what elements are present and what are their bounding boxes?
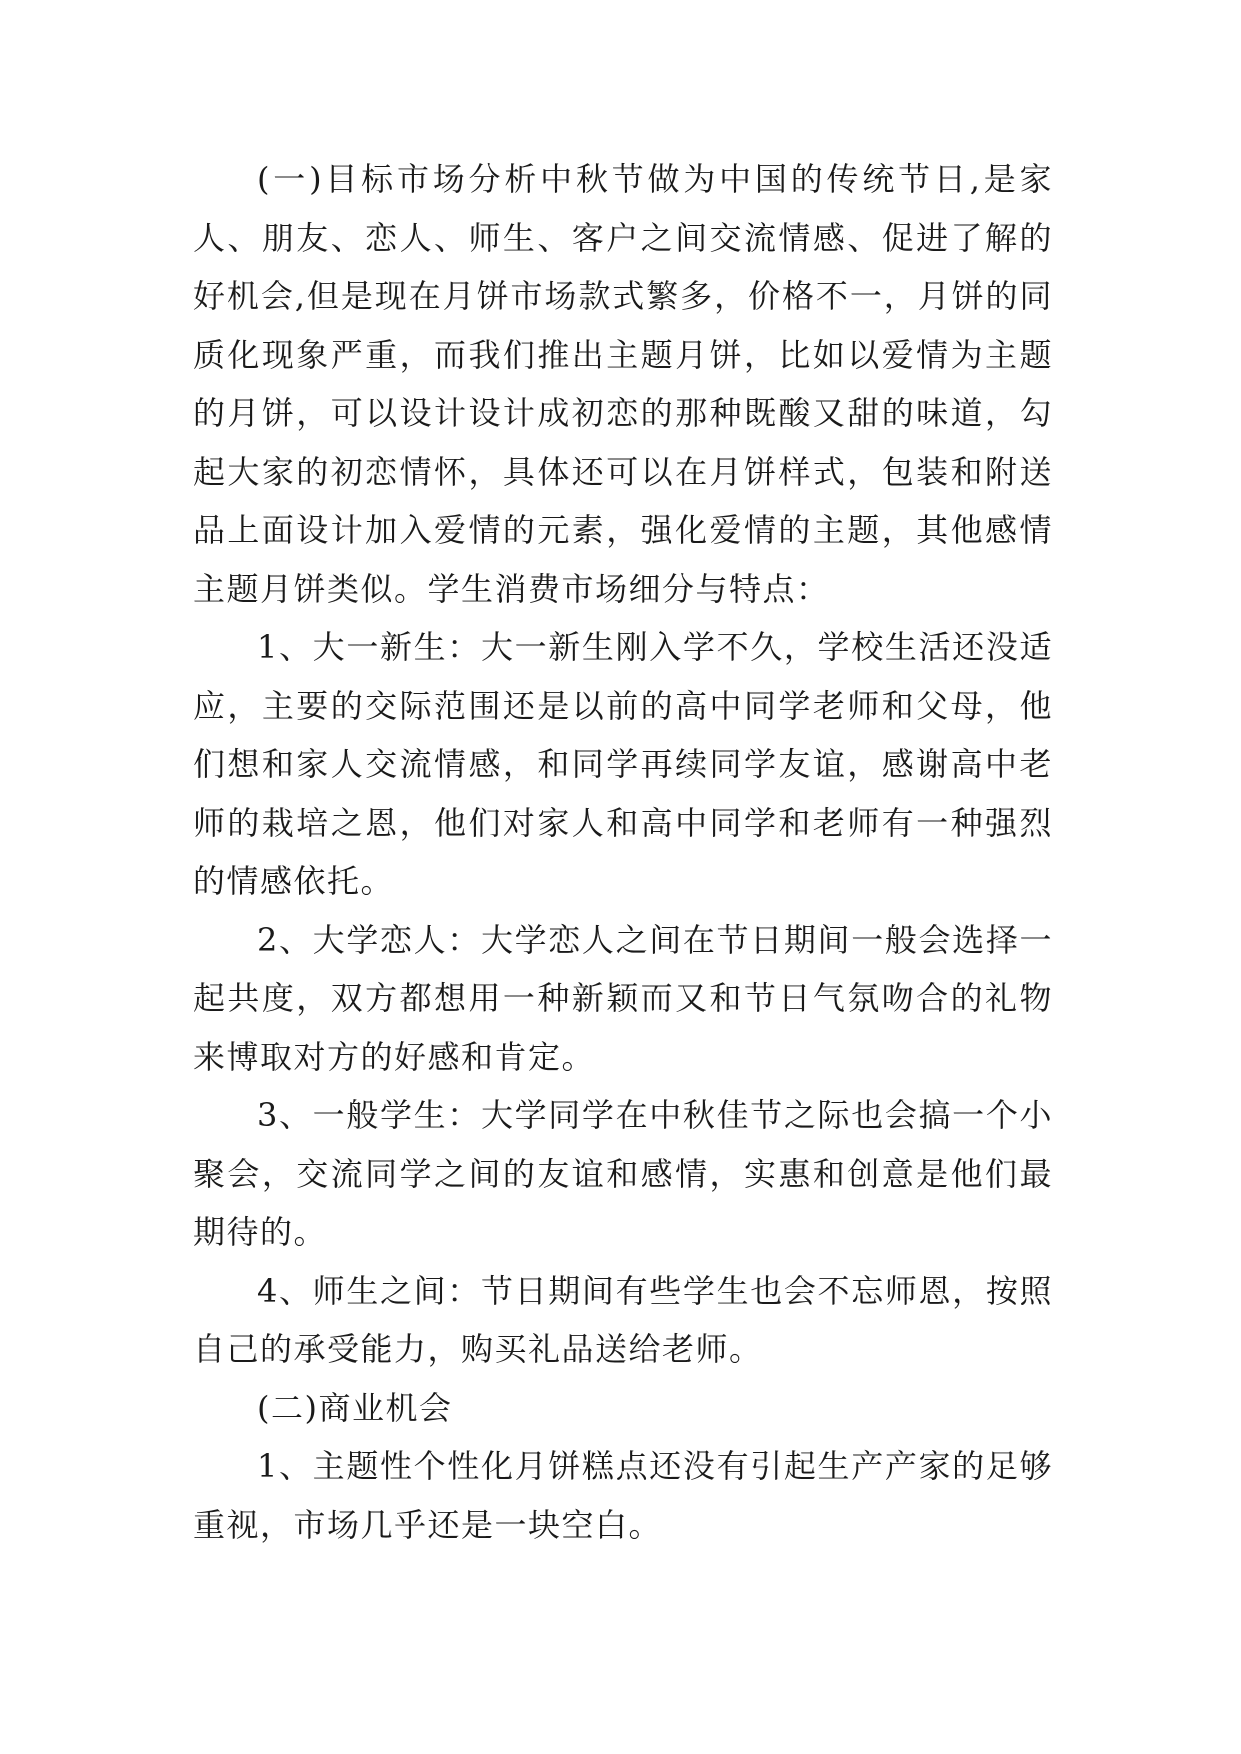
paragraph-themed-mooncakes: 1、主题性个性化月饼糕点还没有引起生产产家的足够重视，市场几乎还是一块空白。 [193, 1447, 1053, 1544]
paragraph-teacher-student: 4、师生之间：节日期间有些学生也会不忘师恩，按照自己的承受能力，购买礼品送给老师。 [193, 1271, 1053, 1368]
paragraph-general-students: 3、一般学生：大学同学在中秋佳节之际也会搞一个小聚会，交流同学之间的友谊和感情，实惠和创意是他们最期待的。 [193, 1096, 1053, 1251]
paragraph-couples: 2、大学恋人：大学恋人之间在节日期间一般会选择一起共度，双方都想用一种新颖而又和节日气氛吻合的礼物来博取对方的好感和肯定。 [193, 920, 1053, 1076]
document-body [193, 150, 1053, 1554]
paragraph-freshmen: 1、大一新生：大一新生刚入学不久，学校生活还没适应，主要的交际范围还是以前的高中同学老师和父母，他们想和家人交流情感，和同学再续同学友谊，感谢高中老师的栽培之恩，他们对家人和高中同学和老师有一种强烈的情感依托。 [193, 628, 1053, 900]
section-heading-business-opportunity: (二)商业机会 [257, 1388, 453, 1427]
paragraph-target-market-analysis: (一)目标市场分析中秋节做为中国的传统节日,是家人、朋友、恋人、师生、客户之间交流情感、促进了解的好机会,但是现在月饼市场款式繁多，价格不一，月饼的同质化现象严重，而我们推出主题月饼，比如以爱情为主题的月饼，可以设计设计成初恋的那种既酸又甜的味道，勾起大家的初恋情怀，具体还可以在月饼样式，包装和附送品上面设计加入爱情的元素，强化爱情的主题，其他感情主题月饼类似。学生消费市场细分与特点： [193, 160, 1053, 608]
